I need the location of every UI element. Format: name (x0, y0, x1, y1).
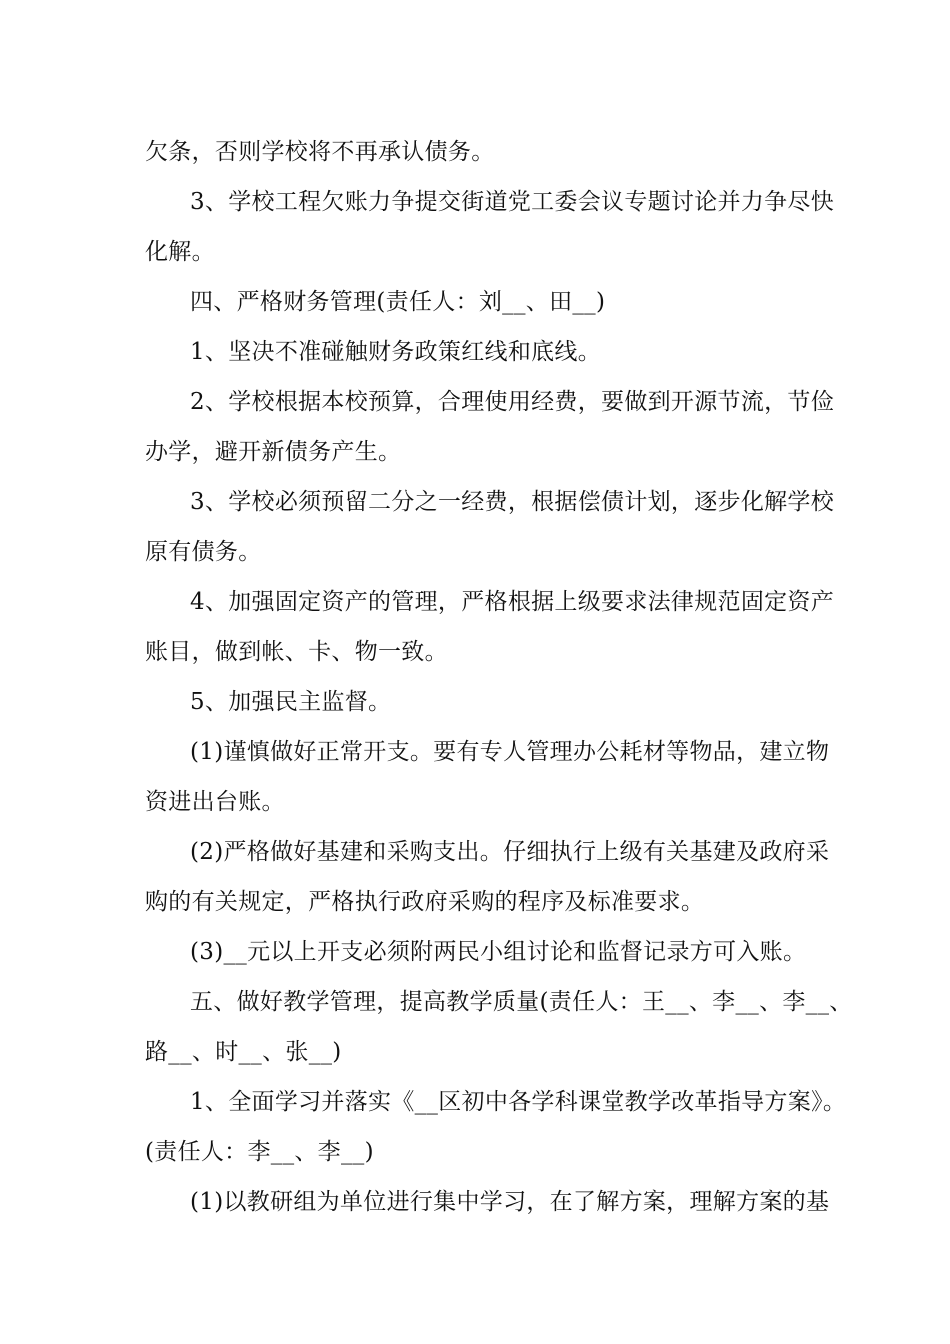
text-line: 账目，做到帐、卡、物一致。 (145, 639, 448, 665)
text-line: (1)谨慎做好正常开支。要有专人管理办公耗材等物品，建立物 (190, 739, 830, 765)
text-line: (3)__元以上开支必须附两民小组讨论和监督记录方可入账。 (190, 939, 807, 965)
text-line: 5、加强民主监督。 (190, 689, 392, 715)
text-line: 2、学校根据本校预算，合理使用经费，要做到开源节流，节俭 (190, 389, 835, 415)
text-line: 3、学校工程欠账力争提交街道党工委会议专题讨论并力争尽快 (190, 189, 835, 215)
section-heading: 五、做好教学管理，提高教学质量(责任人：王__、李__、李__、 (190, 989, 853, 1015)
text-line: (责任人：李__、李__) (145, 1139, 374, 1165)
text-line: 1、坚决不准碰触财务政策红线和底线。 (190, 339, 602, 365)
text-line: 原有债务。 (145, 539, 262, 565)
text-line: 购的有关规定，严格执行政府采购的程序及标准要求。 (145, 889, 705, 915)
text-line: 化解。 (145, 239, 215, 265)
text-line: (1)以教研组为单位进行集中学习，在了解方案，理解方案的基 (190, 1189, 830, 1215)
text-line: 1、全面学习并落实《__区初中各学科课堂教学改革指导方案》。 (190, 1089, 847, 1115)
text-line: 4、加强固定资产的管理，严格根据上级要求法律规范固定资产 (190, 589, 835, 615)
text-line: 办学，避开新债务产生。 (145, 439, 402, 465)
text-line: 资进出台账。 (145, 789, 285, 815)
text-line: 3、学校必须预留二分之一经费，根据偿债计划，逐步化解学校 (190, 489, 835, 515)
text-line: 路__、时__、张__) (145, 1039, 342, 1065)
text-line: 欠条，否则学校将不再承认债务。 (145, 139, 495, 165)
text-line: (2)严格做好基建和采购支出。仔细执行上级有关基建及政府采 (190, 839, 830, 865)
section-heading: 四、严格财务管理(责任人：刘__、田__) (190, 289, 606, 315)
